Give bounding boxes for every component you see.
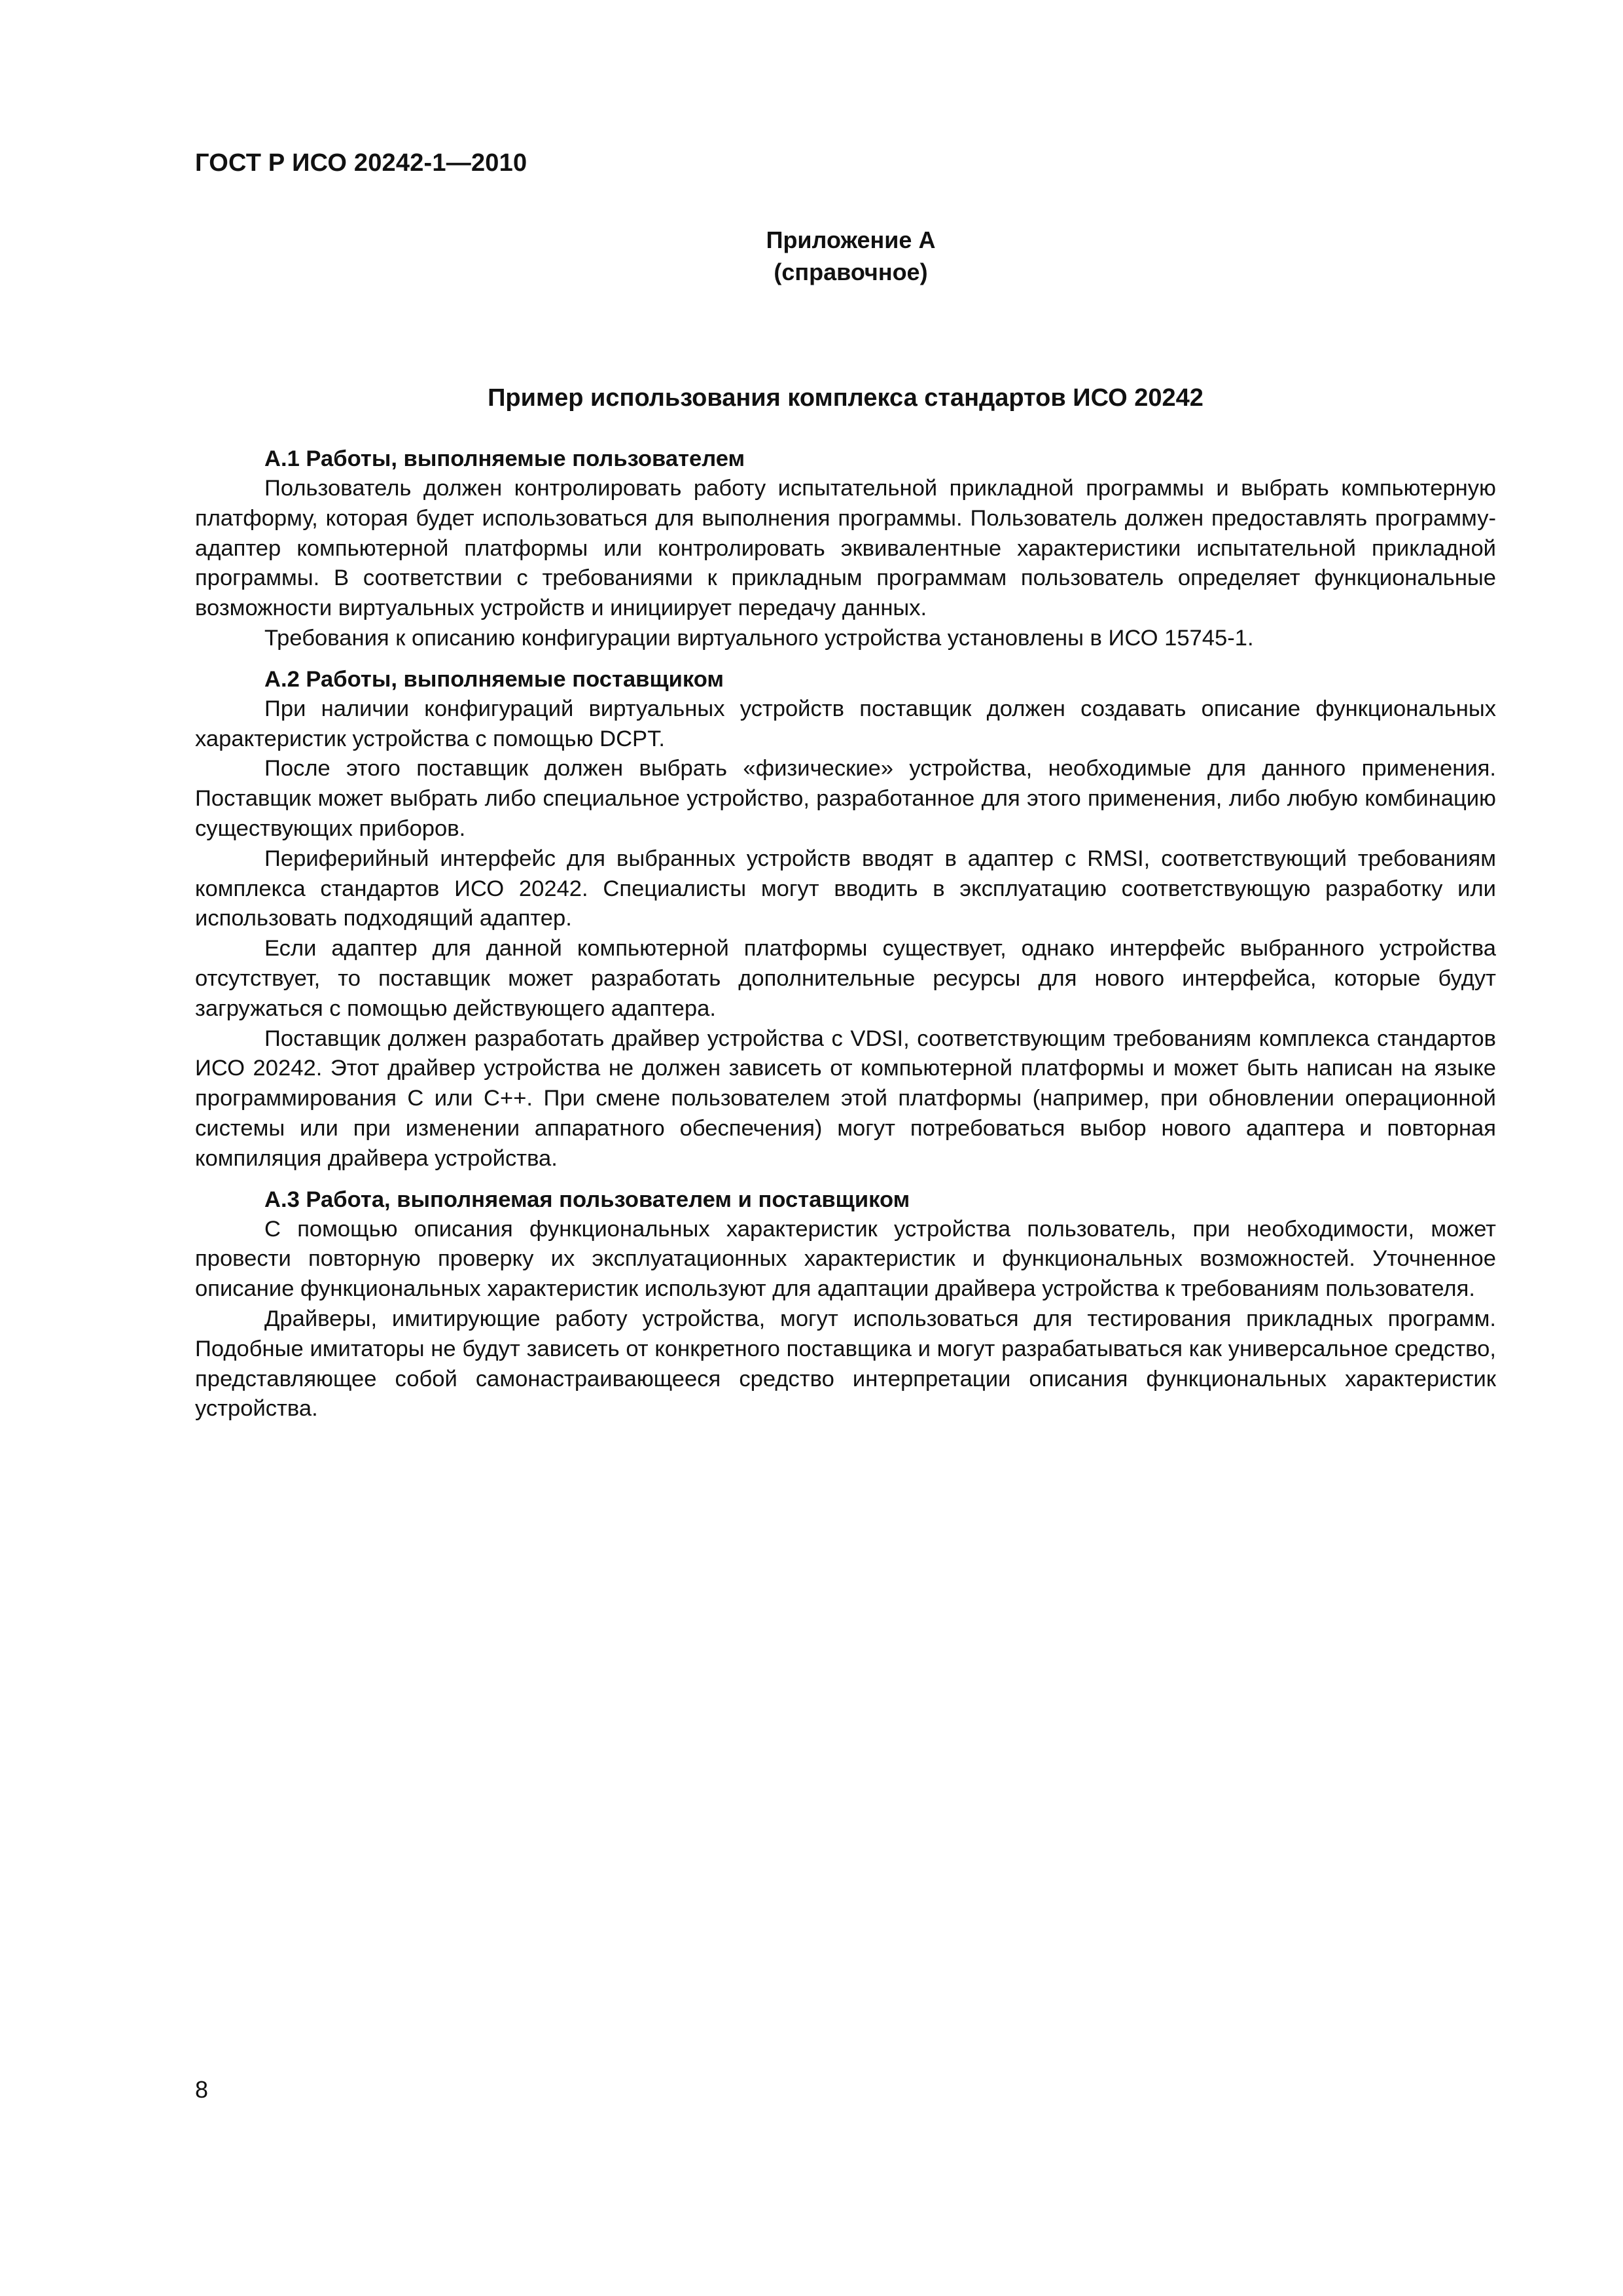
section-heading-a1 — [195, 444, 1496, 474]
section-a2 — [195, 664, 1496, 1174]
section-heading-text: Работы, выполняемые пользователем — [306, 446, 745, 471]
appendix-title: Приложение А — [766, 226, 936, 253]
paragraph: Периферийный интерфейс для выбранных устройств вводят в адаптер с RMSI, соответствующий требованиям комплекса стандартов ИСО 20242. Специалисты могут вводить в эксплуатацию соответствующую разработку или использовать подходящий адаптер. — [195, 846, 1496, 931]
section-gap — [195, 1174, 1496, 1185]
document-content — [195, 444, 1496, 1424]
section-number: А.2 — [264, 666, 300, 692]
paragraph: После этого поставщик должен выбрать «физические» устройства, необходимые для данного применения. Поставщик может выбрать либо специальное устройство, разработанное для этого применения, либо любую комбинацию существующих приборов. — [195, 756, 1496, 841]
section-heading-a2 — [195, 664, 1496, 694]
paragraph: С помощью описания функциональных характеристик устройства пользователь, при необходимости, может провести повторную проверку их эксплуатационных характеристик и функциональных возможностей. Уточненное описание функциональных характеристик используют для адаптации драйвера устройства к требованиям пользователя. — [195, 1216, 1496, 1302]
paragraph: Пользователь должен контролировать работу испытательной прикладной программы и выбрать компьютерную платформу, которая будет использоваться для выполнения программы. Пользователь должен предоставлять программу-адаптер компьютерной платформы или контролировать эквивалентные характеристики испытательной прикладной программы. В соответствии с требованиями к прикладным программам пользователь определяет функциональные возможности виртуальных устройств и инициирует передачу данных. — [195, 476, 1496, 621]
paragraph: Драйверы, имитирующие работу устройства, могут использоваться для тестирования прикладных программ. Подобные имитаторы не будут зависеть от конкретного поставщика и могут разрабатываться как универсальное средство, представляющее собой самонастраивающееся средство интерпретации описания функциональных характеристик устройства. — [195, 1306, 1496, 1422]
section-number: А.3 — [264, 1187, 300, 1212]
section-a1 — [195, 444, 1496, 654]
paragraph: Если адаптер для данной компьютерной платформы существует, однако интерфейс выбранного устройства отсутствует, то поставщик может разработать дополнительные ресурсы для нового интерфейса, которые будут загружаться с помощью действующего адаптера. — [195, 936, 1496, 1021]
paragraph: Требования к описанию конфигурации виртуального устройства установлены в ИСО 15745-1. — [264, 625, 1254, 651]
section-gap — [195, 654, 1496, 664]
main-title: Пример использования комплекса стандартов ИСО 20242 — [488, 384, 1204, 412]
appendix-type: (справочное) — [774, 259, 928, 285]
section-heading-text: Работы, выполняемые поставщиком — [306, 666, 724, 692]
paragraph: Поставщик должен разработать драйвер устройства с VDSI, соответствующим требованиям комплекса стандартов ИСО 20242. Этот драйвер устройства не должен зависеть от компьютерной платформы и может быть написан на языке программирования C или C++. При смене пользователем этой платформы (например, при обновлении операционной системы или при изменении аппаратного обеспечения) могут потребоваться выбор нового адаптера и повторная компиляция драйвера устройства. — [195, 1026, 1496, 1171]
page-number: 8 — [195, 2076, 209, 2103]
document-header: ГОСТ Р ИСО 20242-1—2010 — [195, 149, 527, 177]
paragraph: При наличии конфигураций виртуальных устройств поставщик должен создавать описание функциональных характеристик устройства с помощью DCPT. — [195, 696, 1496, 751]
section-heading-text: Работа, выполняемая пользователем и поставщиком — [306, 1187, 910, 1212]
section-a3 — [195, 1185, 1496, 1425]
section-number: А.1 — [264, 446, 300, 471]
section-heading-a3 — [195, 1185, 1496, 1215]
